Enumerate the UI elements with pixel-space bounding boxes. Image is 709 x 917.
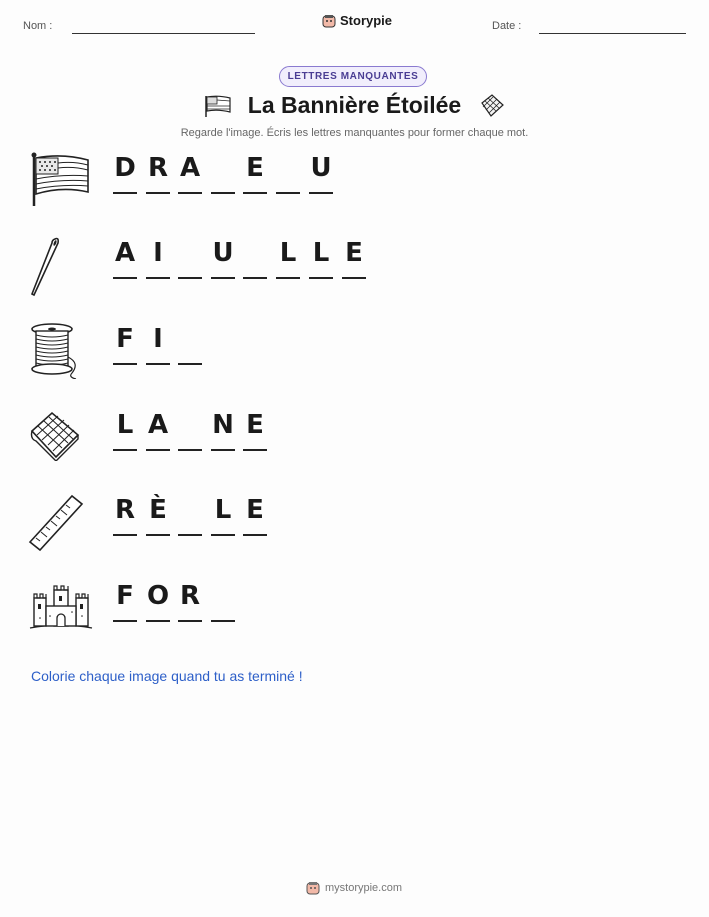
blank-slot[interactable] bbox=[276, 152, 300, 192]
brand bbox=[322, 13, 392, 28]
given-letter: E bbox=[246, 495, 264, 525]
letter-slot bbox=[178, 580, 202, 620]
letter-slot bbox=[342, 237, 366, 277]
word-row-3 bbox=[0, 323, 709, 393]
write-line bbox=[243, 192, 267, 194]
write-line bbox=[211, 277, 235, 279]
letter-slot bbox=[113, 152, 137, 192]
given-letter: D bbox=[114, 153, 136, 183]
letter-slot bbox=[146, 323, 170, 363]
given-letter: R bbox=[114, 495, 136, 525]
write-line bbox=[342, 277, 366, 279]
given-letter: A bbox=[147, 410, 169, 440]
letter-slot bbox=[146, 494, 170, 534]
letter-slot bbox=[211, 409, 235, 449]
letter-slot bbox=[243, 494, 267, 534]
given-letter: R bbox=[147, 153, 169, 183]
write-line bbox=[243, 449, 267, 451]
site-footer bbox=[306, 881, 402, 895]
given-letter: L bbox=[312, 238, 330, 268]
write-line bbox=[146, 620, 170, 622]
blank-slot[interactable] bbox=[243, 237, 267, 277]
blank-slot[interactable] bbox=[178, 494, 202, 534]
write-line bbox=[146, 277, 170, 279]
write-line bbox=[146, 534, 170, 536]
blank-slot[interactable] bbox=[178, 237, 202, 277]
word-row-4 bbox=[0, 409, 709, 479]
letter-slot bbox=[113, 323, 137, 363]
quilt-icon bbox=[28, 409, 84, 461]
coloring-note: Colorie chaque image quand tu as terminé ! bbox=[31, 668, 303, 684]
write-line bbox=[243, 534, 267, 536]
date-label: Date : bbox=[492, 20, 522, 32]
spool-icon bbox=[28, 323, 84, 379]
mascot-icon bbox=[322, 14, 336, 28]
letter-slot bbox=[113, 409, 137, 449]
letter-slot bbox=[146, 152, 170, 192]
word-row-1 bbox=[0, 152, 709, 222]
write-line bbox=[178, 449, 202, 451]
letter-slot bbox=[146, 237, 170, 277]
letter-slot bbox=[146, 409, 170, 449]
given-letter: È bbox=[149, 495, 167, 525]
write-line bbox=[211, 449, 235, 451]
write-line bbox=[113, 534, 137, 536]
write-line bbox=[113, 620, 137, 622]
needle-icon bbox=[28, 237, 68, 297]
given-letter: E bbox=[345, 238, 363, 268]
title-row bbox=[0, 92, 709, 119]
given-letter: R bbox=[179, 581, 201, 611]
letter-slot bbox=[146, 580, 170, 620]
given-letter: F bbox=[116, 324, 134, 354]
write-line bbox=[276, 277, 300, 279]
letter-slot bbox=[309, 152, 333, 192]
flag-icon bbox=[204, 94, 232, 118]
word-row-2 bbox=[0, 237, 709, 307]
blank-slot[interactable] bbox=[178, 323, 202, 363]
name-label: Nom : bbox=[23, 20, 53, 32]
blank-slot[interactable] bbox=[178, 409, 202, 449]
write-line bbox=[146, 449, 170, 451]
ruler-icon bbox=[28, 494, 84, 554]
write-line bbox=[178, 277, 202, 279]
blank-slot[interactable] bbox=[211, 580, 235, 620]
page-title: La Bannière Étoilée bbox=[247, 92, 462, 118]
letter-slot bbox=[113, 237, 137, 277]
write-line bbox=[211, 534, 235, 536]
blank-slot[interactable] bbox=[211, 152, 235, 192]
instructions: Regarde l'image. Écris les lettres manquantes pour former chaque mot. bbox=[180, 127, 529, 139]
write-line bbox=[178, 192, 202, 194]
letter-slot bbox=[243, 152, 267, 192]
castle-icon bbox=[28, 580, 94, 632]
letter-slot bbox=[178, 152, 202, 192]
site-url[interactable]: mystorypie.com bbox=[325, 882, 403, 894]
letter-slot bbox=[276, 237, 300, 277]
given-letter: A bbox=[114, 238, 136, 268]
given-letter: I bbox=[153, 238, 163, 268]
given-letter: A bbox=[179, 153, 201, 183]
flag-icon bbox=[28, 152, 92, 208]
given-letter: I bbox=[153, 324, 163, 354]
letter-slot bbox=[113, 580, 137, 620]
write-line bbox=[146, 192, 170, 194]
letter-slot bbox=[113, 494, 137, 534]
write-line bbox=[211, 620, 235, 622]
write-line bbox=[113, 277, 137, 279]
quilt-icon bbox=[477, 93, 505, 119]
given-letter: L bbox=[116, 410, 134, 440]
date-field[interactable] bbox=[539, 33, 686, 34]
letter-slot bbox=[309, 237, 333, 277]
given-letter: E bbox=[246, 410, 264, 440]
word-row-6 bbox=[0, 580, 709, 650]
write-line bbox=[309, 277, 333, 279]
write-line bbox=[178, 620, 202, 622]
write-line bbox=[276, 192, 300, 194]
letter-slot bbox=[211, 237, 235, 277]
given-letter: L bbox=[214, 495, 232, 525]
write-line bbox=[113, 449, 137, 451]
given-letter: N bbox=[212, 410, 234, 440]
given-letter: U bbox=[212, 238, 234, 268]
given-letter: F bbox=[116, 581, 134, 611]
given-letter: L bbox=[279, 238, 297, 268]
write-line bbox=[146, 363, 170, 365]
brand-name: Storypie bbox=[340, 13, 393, 28]
given-letter: U bbox=[310, 153, 332, 183]
write-line bbox=[113, 192, 137, 194]
mascot-icon bbox=[306, 881, 320, 895]
word-row-5 bbox=[0, 494, 709, 564]
given-letter: O bbox=[146, 581, 170, 611]
write-line bbox=[211, 192, 235, 194]
worksheet-badge: LETTRES MANQUANTES bbox=[279, 66, 427, 87]
name-field[interactable] bbox=[72, 33, 255, 34]
write-line bbox=[178, 363, 202, 365]
write-line bbox=[113, 363, 137, 365]
letter-slot bbox=[243, 409, 267, 449]
write-line bbox=[243, 277, 267, 279]
given-letter: E bbox=[246, 153, 264, 183]
write-line bbox=[309, 192, 333, 194]
letter-slot bbox=[211, 494, 235, 534]
write-line bbox=[178, 534, 202, 536]
